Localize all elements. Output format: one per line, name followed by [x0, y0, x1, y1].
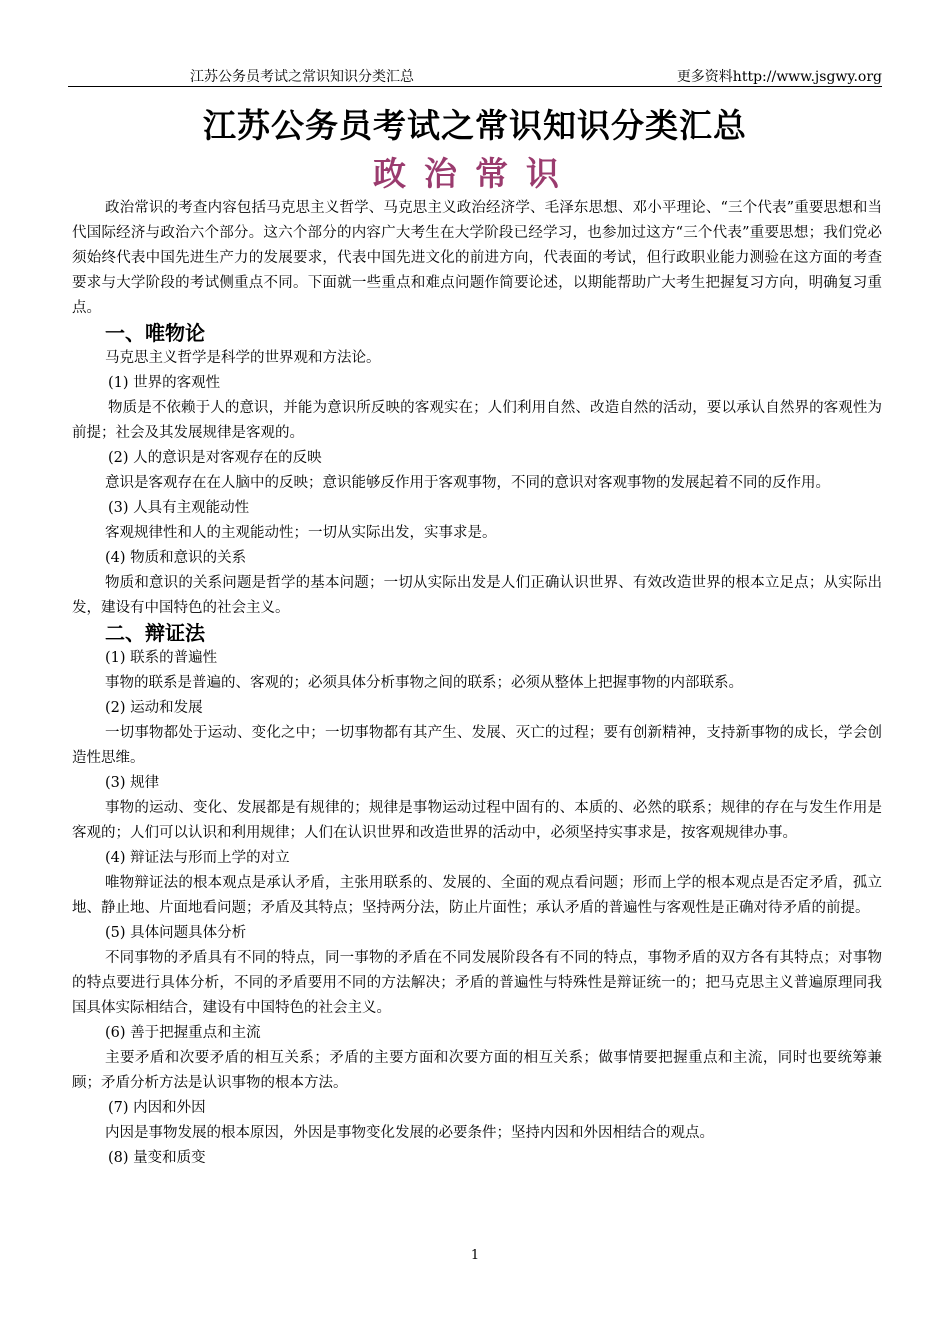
running-header-title: 江苏公务员考试之常识知识分类汇总 [190, 69, 414, 85]
page-number: 1 [470, 1248, 480, 1263]
item-body: 主要矛盾和次要矛盾的相互关系；矛盾的主要方面和次要方面的相互关系；做事情要把握重点和主流，同时也要统筹兼顾；矛盾分析方法是认识事物的根本方法。 [72, 1050, 882, 1091]
item-title: (7) 内因和外因 [108, 1100, 206, 1116]
item-body: 物质是不依赖于人的意识，并能为意识所反映的客观实在；人们利用自然、改造自然的活动，要以承认自然界的客观性为前提；社会及其发展规律是客观的。 [72, 400, 882, 441]
item-title: (4) 物质和意识的关系 [105, 550, 247, 566]
page-title: 江苏公务员考试之常识知识分类汇总 [203, 106, 747, 145]
header-rule [68, 86, 882, 87]
item-title: (8) 量变和质变 [108, 1150, 206, 1166]
section-heading: 二、辩证法 [105, 621, 205, 645]
item-body: 不同事物的矛盾具有不同的特点，同一事物的矛盾在不同发展阶段各有不同的特点，事物矛盾的双方各有其特点；对事物的特点要进行具体分析，不同的矛盾要用不同的方法解决；矛盾的普遍性与特殊性是辩证统一的；把马克思主义普遍原理同我国具体实际相结合，建设有中国特色的社会主义。 [72, 950, 882, 1016]
item-title: (3) 人具有主观能动性 [108, 500, 250, 516]
item-title: (4) 辩证法与形而上学的对立 [105, 850, 290, 866]
item-body: 客观规律性和人的主观能动性；一切从实际出发，实事求是。 [105, 525, 497, 541]
item-title: (1) 世界的客观性 [108, 375, 221, 391]
item-body: 事物的联系是普遍的、客观的；必须具体分析事物之间的联系；必须从整体上把握事物的内部联系。 [105, 675, 743, 691]
item-title: (3) 规律 [105, 775, 160, 791]
section-heading: 一、唯物论 [105, 321, 205, 345]
section-lead: 马克思主义哲学是科学的世界观和方法论。 [105, 350, 381, 366]
item-body: 意识是客观存在在人脑中的反映；意识能够反作用于客观事物，不同的意识对客观事物的发展起着不同的反作用。 [105, 475, 830, 491]
page-subtitle: 政治常识 [373, 154, 577, 193]
item-title: (2) 运动和发展 [105, 700, 203, 716]
running-header-link[interactable]: 更多资料http://www.jsgwy.org [676, 69, 882, 85]
item-body: 事物的运动、变化、发展都是有规律的；规律是事物运动过程中固有的、本质的、必然的联系；规律的存在与发生作用是客观的；人们可以认识和利用规律；人们在认识世界和改造世界的活动中，必须坚持实事求是，按客观规律办事。 [72, 800, 882, 841]
item-title: (2) 人的意识是对客观存在的反映 [108, 450, 322, 466]
item-body: 物质和意识的关系问题是哲学的基本问题；一切从实际出发是人们正确认识世界、有效改造世界的根本立足点；从实际出发，建设有中国特色的社会主义。 [72, 575, 882, 616]
item-title: (5) 具体问题具体分析 [105, 925, 247, 941]
intro-paragraph: 政治常识的考查内容包括马克思主义哲学、马克思主义政治经济学、毛泽东思想、邓小平理论、“三个代表”重要思想和当代国际经济与政治六个部分。这六个部分的内容广大考生在大学阶段已经学习，也参加过这方“三个代表”重要思想；我们党必须始终代表中国先进生产力的发展要求，代表中国先进文化的前进方向，代表面的考试，但行政职业能力测验在这方面的考查要求与大学阶段的考试侧重点不同。下面就一些重点和难点问题作简要论述，以期能帮助广大考生把握复习方向，明确复习重点。 [72, 200, 882, 316]
item-title: (6) 善于把握重点和主流 [105, 1025, 261, 1041]
item-body: 一切事物都处于运动、变化之中；一切事物都有其产生、发展、灭亡的过程；要有创新精神，支持新事物的成长，学会创造性思维。 [72, 725, 882, 766]
item-title: (1) 联系的普遍性 [105, 650, 218, 666]
item-body: 唯物辩证法的根本观点是承认矛盾，主张用联系的、发展的、全面的观点看问题；形而上学的根本观点是否定矛盾，孤立地、静止地、片面地看问题；矛盾及其特点；坚持两分法，防止片面性；承认矛盾的普遍性与客观性是正确对待矛盾的前提。 [72, 875, 882, 916]
item-body: 内因是事物发展的根本原因，外因是事物变化发展的必要条件；坚持内因和外因相结合的观点。 [105, 1125, 714, 1141]
body-content [72, 196, 882, 1171]
